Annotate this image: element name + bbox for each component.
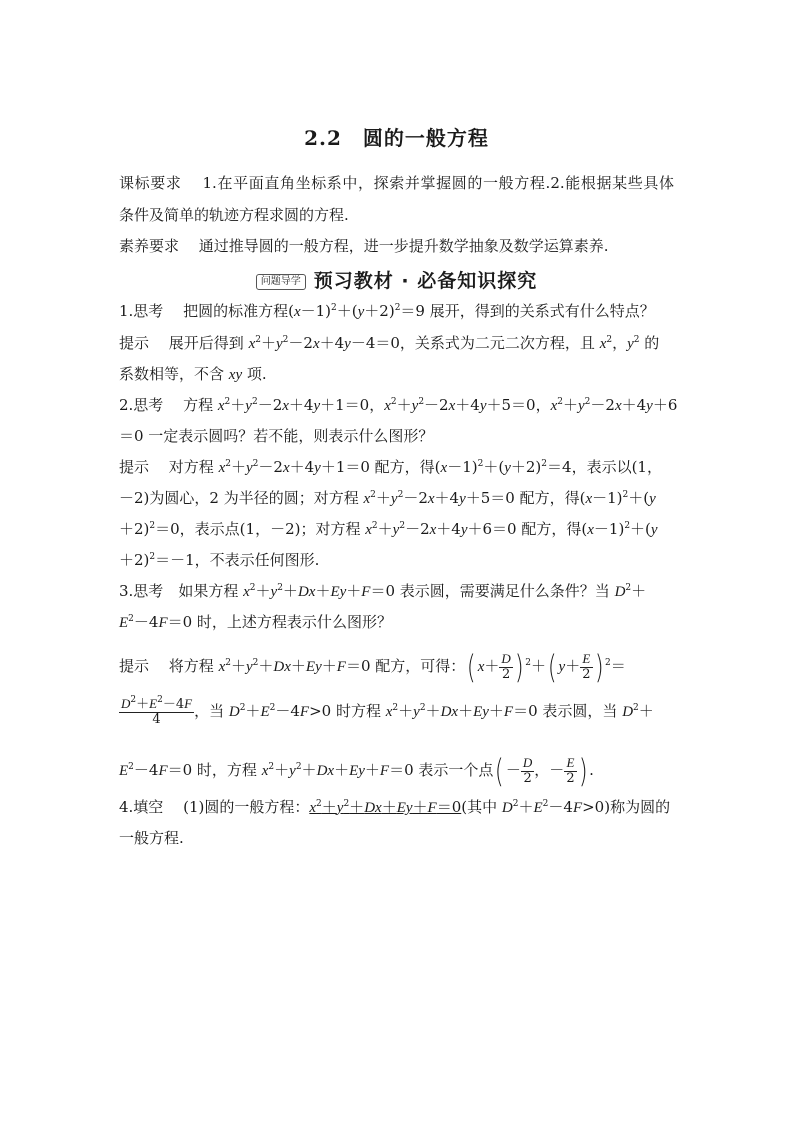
q3-label: 3.思考 [119, 582, 164, 600]
q2-hint-cont-3: ＋2)$^2$＝－1，不表示任何图形. [119, 551, 320, 569]
page-title: 2.2 圆的一般方程 [304, 126, 489, 150]
requirements-line-2: 条件及简单的轨迹方程求圆的方程. [119, 206, 349, 224]
q3-hint: 提示 将方程 $x^2+y^2+Dx+Ey+F=0$ 配方，可得：( x＋ $\frac{D}{2}$ ) $^2$＋( y＋ $\frac{E}{2}$ ) $^2$＝ [119, 648, 626, 686]
q3-question-cont: $E^2-4F=0$ 时，上述方程表示什么图形？ [119, 613, 392, 631]
q2-hint-cont-2: ＋2)$^2$＝0，表示点(1，－2)；对方程 $x^2+y^2-2x+4y+6=0$ 配方，得$(x-1)^2+(y$ [119, 520, 658, 538]
q2-hint-cont-1: －2)为圆心，2 为半径的圆；对方程 $x^2+y^2-2x+4y+5=0$ 配方，得$(x-1)^2+(y$ [119, 489, 656, 507]
q4-text: (1)圆的一般方程： [183, 798, 310, 816]
q3-hint-cont-2: $E^2-4F=0$ 时，方程 $x^2+y^2+Dx+Ey+F=0$ 表示一个点( － $\frac{D}{2}$ ，－ $\frac{E}{2}$ ) . [119, 752, 594, 790]
section-badge: 问题导学 [256, 274, 306, 290]
q2-hint-label: 提示 [119, 458, 150, 476]
section-title: 预习教材 · 必备知识探究 [313, 270, 538, 292]
q4-answer: $x^2+y^2+Dx+Ey+F=0$ [309, 798, 462, 816]
q4-fill-in-cont: 一般方程. [119, 829, 184, 847]
q1-hint: 提示 展开后得到 $x^2+y^2-2x+4y-4=0$，关系式为二元二次方程，且 $x^2$，$y^2$ 的 [119, 334, 660, 352]
q2-question: 2.思考 方程 $x^2+y^2-2x+4y+1=0$，$x^2+y^2-2x+4y+5=0$，$x^2+y^2-2x+4y+6$ [119, 396, 678, 414]
q2-question-cont: ＝0 一定表示圆吗？若不能，则表示什么图形？ [119, 427, 434, 445]
q4-label: 4.填空 [119, 798, 164, 816]
q4-fill-in: 4.填空 (1)圆的一般方程：$x^2+y^2+Dx+Ey+F=0$(其中 $D^2+E^2-4F>0$)称为圆的 [119, 798, 671, 816]
q3-question: 3.思考 如果方程 $x^2+y^2+Dx+Ey+F=0$ 表示圆，需要满足什么条件？当 $D^2+$ [119, 582, 647, 600]
q1-question: 1.思考 把圆的标准方程$(x-1)^2+(y+2)^2=9$ 展开，得到的关系式有什么特点？ [119, 302, 655, 320]
literacy-requirements: 素养要求 通过推导圆的一般方程，进一步提升数学抽象及数学运算素养. [119, 237, 609, 255]
section-header [0, 266, 793, 293]
q1-hint-cont: 系数相等，不含 xy 项. [119, 365, 267, 383]
q3-hint-cont-1: $\frac{D^2+E^2-4F}{4}$ ，当 $D^2+E^2-4F>0$ 时方程 $x^2+y^2+Dx+Ey+F=0$ 表示圆，当 $D^2+$ [121, 695, 654, 727]
requirements-line-1: 课标要求 1.在平面直角坐标系中，探索并掌握圆的一般方程.2.能根据某些具体 [119, 174, 674, 192]
q1-label: 1.思考 [119, 302, 164, 320]
q3-hint-label: 提示 [119, 657, 150, 675]
q2-label: 2.思考 [119, 396, 164, 414]
q1-hint-label: 提示 [119, 334, 150, 352]
q2-hint: 提示 对方程 $x^2+y^2-2x+4y+1=0$ 配方，得$(x-1)^2+(y+2)^2=4$，表示以(1， [119, 458, 662, 476]
